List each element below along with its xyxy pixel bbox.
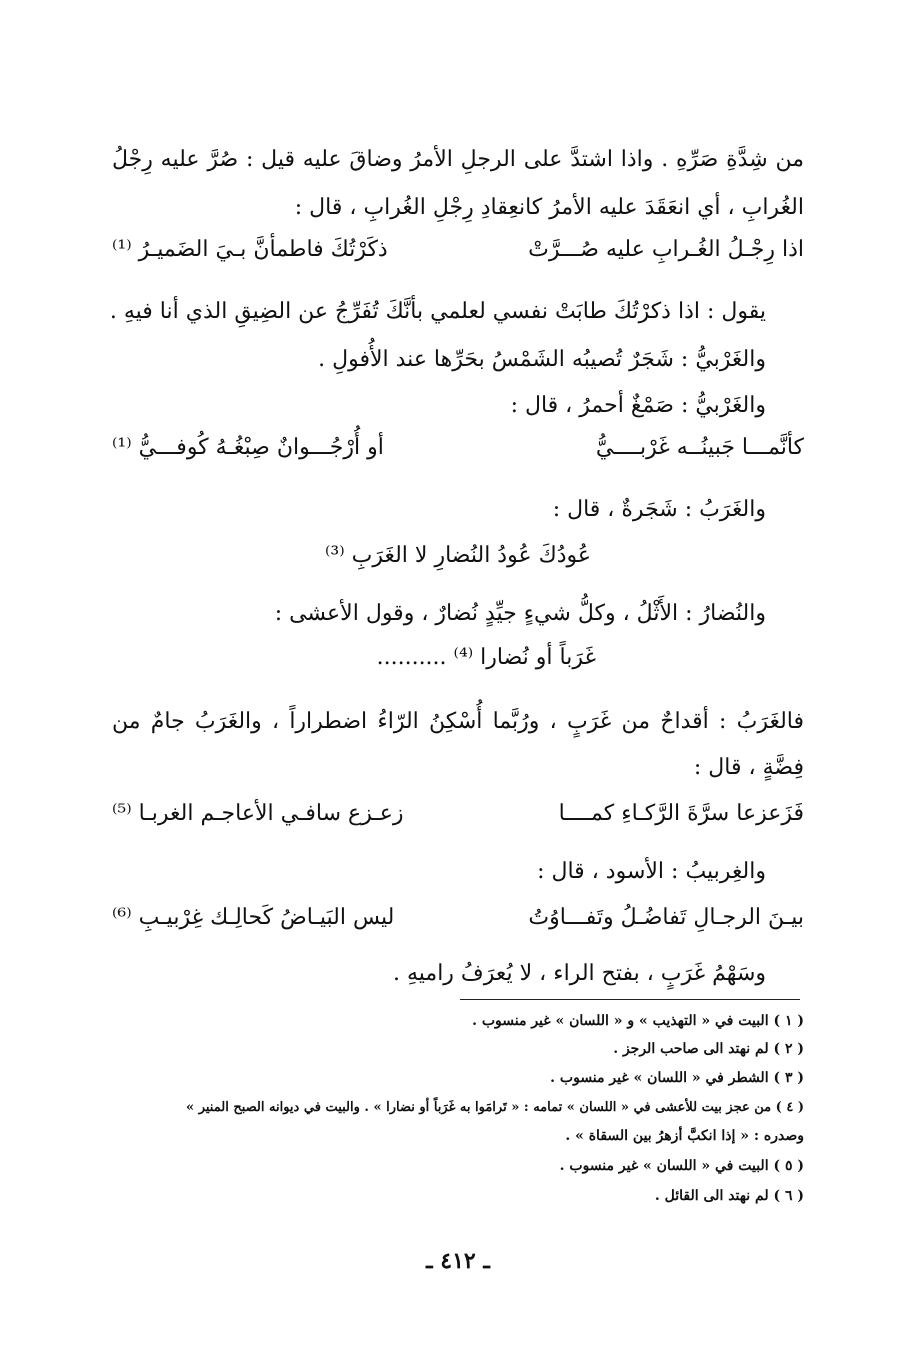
paragraph-line: والغَرْبيُّ : صَمْغٌ أحمرُ ، قال : [510, 393, 766, 418]
footnote: ( ٦ ) لم نهتد الى القائل . [654, 1188, 804, 1204]
footnote: ( ٥ ) البيت في « اللسان » غير منسوب . [559, 1158, 804, 1174]
paragraph-line: والنُضارُ : الأَثْلُ ، وكلُّ شيءٍ جيِّدٍ نُضارٌ ، وقول الأعشى : [274, 601, 766, 626]
verse-hemistich-first: بيـنَ الرجـالِ تَفاضُـلُ وتَفـــاوُتُ [528, 905, 804, 930]
verse-hemistich-second: ذكَرْتُكَ فاطمأنَّ بـيَ الضَميـرُ ⁽¹⁾ [112, 237, 388, 262]
footnote: ( ٣ ) الشطر في « اللسان » غير منسوب . [550, 1070, 804, 1086]
page-number: ـ ٤١٢ ـ [426, 1248, 490, 1274]
verse-hemistich-second: ليس البَيـاضُ كَحالِـك غِرْبيـبِ ⁽⁶⁾ [112, 905, 395, 930]
verse-fragment: غَرَباً أو نُضارا ⁽⁴⁾ .......... [376, 645, 596, 670]
verse [112, 902, 804, 934]
paragraph-line: والغَرَبُ : شَجَرةٌ ، قال : [552, 497, 766, 522]
paragraph-line: والغِربيبُ : الأسود ، قال : [537, 859, 766, 884]
verse-hemistich-first: كأنَّمـــا جَبينُــه غَرْبــــيُّ [595, 435, 804, 460]
paragraph-line: الغُرابِ ، أي انعَقَدَ عليه الأمرُ كانعِقادِ رِجْلِ الغُرابِ ، قال : [294, 195, 804, 220]
verse-hemistich-first: فَزَعزعا سرَّةَ الرَّكـاءِ كمــــا [558, 801, 804, 826]
verse-hemistich-second: زعـزع سافـي الأعاجـم الغربـا ⁽⁵⁾ [112, 801, 404, 826]
paragraph-line: يقول : اذا ذكرْتُكَ طابَتْ نفسي لعلمي بأنَّكَ تُفَرِّجُ عن الضِيقِ الذي أنا فيهِ . [109, 299, 766, 324]
verse [112, 234, 804, 266]
footnote: ( ١ ) البيت في « التهذيب » و « اللسان » غير منسوب . [472, 1013, 804, 1029]
paragraph-line: والغَرْبيُّ : شَجَرٌ تُصيبُه الشَمْسُ بحَرِّها عند الأُفولِ . [318, 347, 766, 372]
footnote: ( ٤ ) من عجز بيت للأعشى في « اللسان » تمامه : « تَرامَوا به غَرَباً أو نضارا » . والبيت في ديوانه الصبح المنير » [186, 1100, 804, 1115]
verse-hemistich-second: أو أُرْجُـــوانٌ صِبْغُـهُ كُوفـــيُّ ⁽¹⁾ [112, 435, 384, 460]
paragraph-line: فِضَّةٍ ، قال : [693, 755, 804, 780]
verse-fragment: عُودُكَ عُودُ النُضارِ لا الغَرَبِ ⁽³⁾ [325, 543, 591, 568]
verse-hemistich-first: اذا رِجْـلُ الغُـرابِ عليه صُـــرَّتْ [528, 237, 804, 262]
paragraph-line: وسَهْمُ غَرَبٍ ، بفتح الراء ، لا يُعرَفُ راميهِ . [392, 961, 766, 986]
footnote: ( ٢ ) لم نهتد الى صاحب الرجز . [613, 1041, 804, 1057]
paragraph-line: من شِدَّةِ صَرِّهِ . واذا اشتدَّ على الرجلِ الأمرُ وضاقَ عليه قيل : صُرَّ عليه رِجْلُ [112, 147, 804, 172]
verse [112, 432, 804, 464]
footnote-divider [460, 999, 800, 1000]
paragraph-line: فالغَرَبُ : أقداحٌ من غَرَبٍ ، ورُبَّما أُسْكِنُ الرّاءُ اضطراراً ، والغَرَبُ جامٌ من [112, 709, 804, 734]
footnote-continuation: وصدره : « إذا انكبَّ أزهرُ بين السقاة » . [565, 1128, 804, 1144]
verse [112, 798, 804, 830]
